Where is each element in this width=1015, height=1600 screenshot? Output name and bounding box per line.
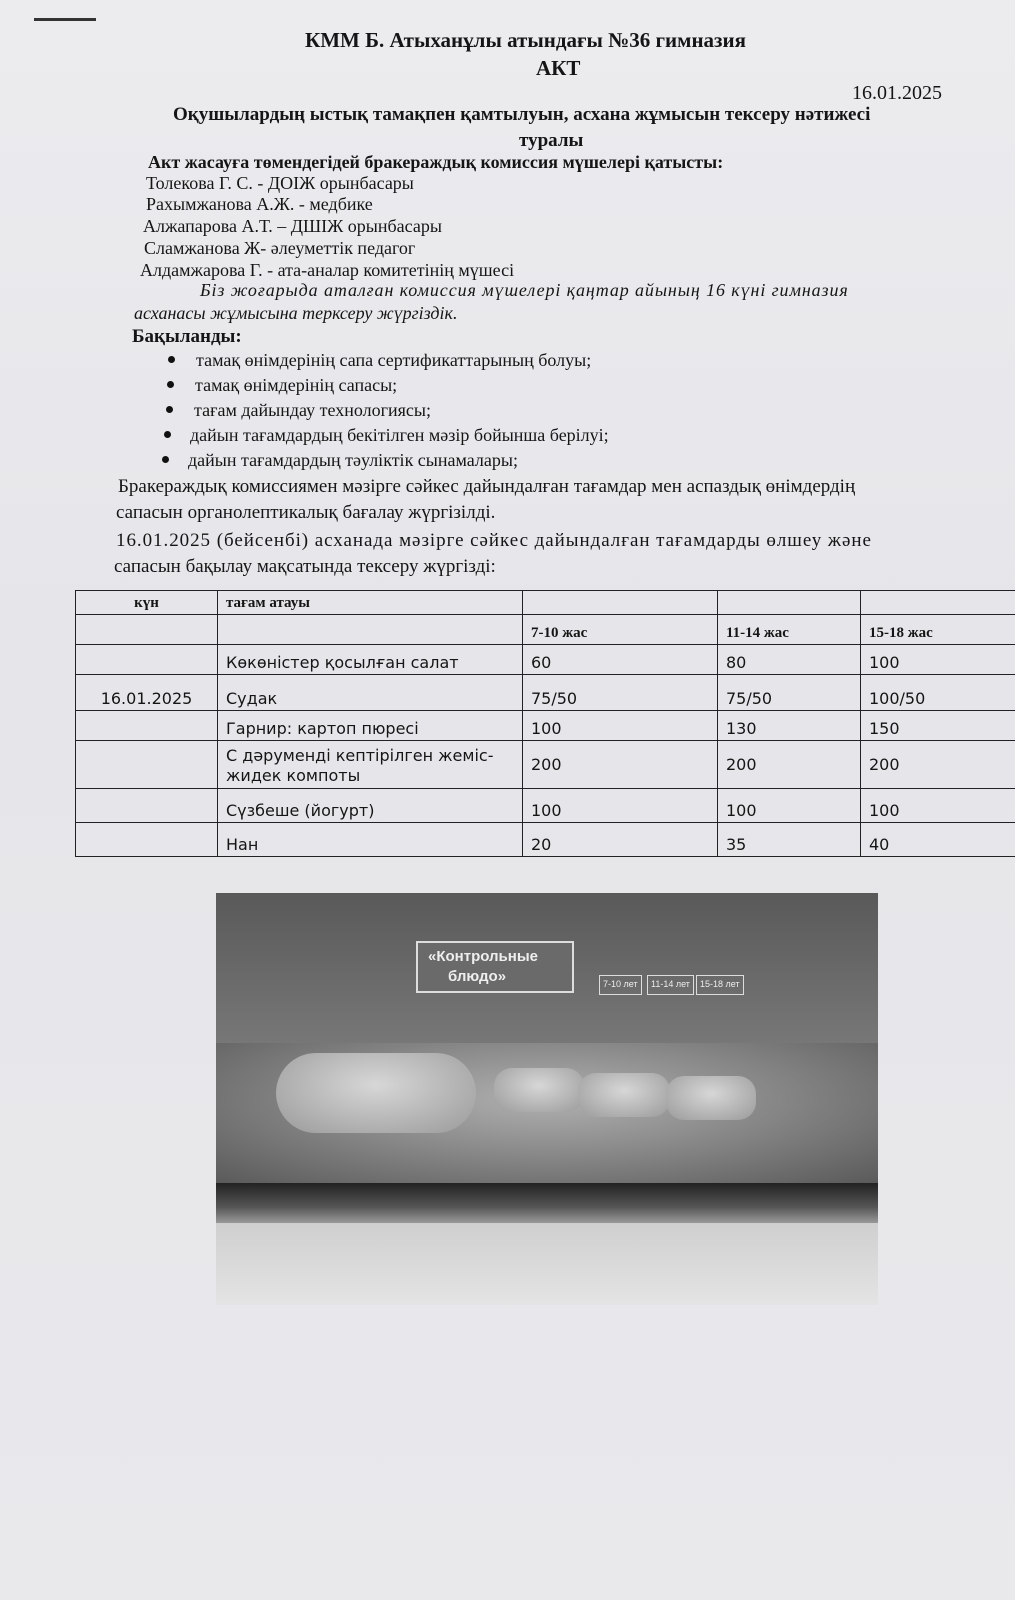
portion-value: 200	[718, 741, 861, 789]
subject-line-1: Оқушылардың ыстық тамақпен қамтылуын, асхана жұмысын тексеру нәтижесі	[173, 104, 871, 125]
statement-line-2: асханасы жұмысына терксеру жүргіздік.	[134, 303, 458, 323]
subject-line-2: туралы	[519, 130, 584, 151]
portion-value: 80	[718, 645, 861, 675]
portion-value: 200	[523, 741, 718, 789]
portion-value: 75/50	[523, 675, 718, 711]
portion-value: 150	[861, 711, 1015, 741]
bullet-icon	[167, 381, 174, 388]
member-3: Алжапарова А.Т. – ДШІЖ орынбасары	[143, 216, 442, 236]
paragraph-2-line-2: сапасын бақылау мақсатында тексеру жүргізді:	[114, 556, 496, 577]
table-row	[76, 711, 1015, 741]
bullet-icon	[164, 431, 171, 438]
table-row	[76, 741, 1015, 789]
commission-intro: Акт жасауға төмендегідей бракераждық комиссия мүшелері қатысты:	[148, 152, 724, 172]
member-5: Алдамжарова Г. - ата-аналар комитетінің мүшесі	[140, 260, 515, 280]
checked-item: дайын тағамдардың тәуліктік сынамалары;	[188, 450, 518, 470]
dish-name-line-1: С дәруменді кептірілген жеміс-	[226, 746, 494, 765]
col-dish-header: тағам атауы	[218, 591, 523, 615]
bullet-icon	[166, 406, 173, 413]
statement-line-1: Біз жоғарыда аталған комиссия мүшелері қаңтар айының 16 күні гимназия	[200, 280, 849, 300]
dish-name-line-2: жидек компоты	[226, 766, 361, 785]
checked-item: дайын тағамдардың бекітілген мәзір бойынша берілуі;	[190, 425, 609, 445]
table-row	[76, 675, 1015, 711]
checked-item: тағам дайындау технологиясы;	[194, 400, 431, 420]
age-group-header: 15-18 жас	[861, 615, 1015, 645]
portion-value: 40	[861, 823, 1015, 857]
menu-table	[75, 590, 1015, 857]
portion-value: 100	[861, 789, 1015, 823]
portion-value: 75/50	[718, 675, 861, 711]
age-group-header: 7-10 жас	[523, 615, 718, 645]
org-title: КММ Б. Атыханұлы атындағы №36 гимназия	[305, 28, 746, 52]
food-photo	[216, 893, 878, 1305]
checked-item: тамақ өнімдерінің сапа сертификаттарының болуы;	[196, 350, 592, 370]
portion-value: 35	[718, 823, 861, 857]
dish-name: Гарнир: картоп пюресі	[218, 711, 523, 741]
dish-name: Көкөністер қосылған салат	[218, 645, 523, 675]
portion-value: 100	[523, 711, 718, 741]
table-header-row	[76, 591, 1015, 615]
portion-value: 100	[523, 789, 718, 823]
day-value: 16.01.2025	[76, 675, 218, 711]
bullet-icon	[168, 356, 175, 363]
bullet-icon	[162, 456, 169, 463]
paragraph-2-line-1: 16.01.2025 (бейсенбі) асханада мәзірге сәйкес дайындалған тағамдарды өлшеу және	[116, 530, 872, 551]
doc-date: 16.01.2025	[852, 82, 942, 104]
table-age-row	[76, 615, 1015, 645]
portion-value: 20	[523, 823, 718, 857]
checked-item: тамақ өнімдерінің сапасы;	[195, 375, 398, 395]
dish-name: Нан	[218, 823, 523, 857]
member-1: Толекова Г. С. - ДОІЖ орынбасары	[146, 173, 414, 193]
dish-name: Судак	[218, 675, 523, 711]
photo-tag: 11-14 лет	[647, 975, 694, 995]
checked-heading: Бақыланды:	[132, 326, 242, 347]
photo-tag: 7-10 лет	[599, 975, 642, 995]
dish-name	[218, 741, 523, 789]
portion-value: 130	[718, 711, 861, 741]
table-row	[76, 645, 1015, 675]
photo-sign: «Контрольные блюдо»	[416, 941, 574, 993]
photo-tag: 15-18 лет	[696, 975, 744, 995]
portion-value: 100	[861, 645, 1015, 675]
col-day-header: күн	[76, 591, 218, 615]
portion-value: 100/50	[861, 675, 1015, 711]
corner-mark	[34, 18, 96, 21]
dish-name: Сүзбеше (йогурт)	[218, 789, 523, 823]
table-row	[76, 823, 1015, 857]
portion-value: 200	[861, 741, 1015, 789]
paragraph-1-line-1: Бракераждық комиссиямен мәзірге сәйкес дайындалған тағамдар мен аспаздық өнімдердің	[118, 476, 856, 497]
table-row	[76, 789, 1015, 823]
age-group-header: 11-14 жас	[718, 615, 861, 645]
member-4: Сламжанова Ж- әлеуметтік педагог	[144, 238, 416, 258]
paragraph-1-line-2: сапасын органолептикалық бағалау жүргізілді.	[116, 502, 496, 523]
doc-type-title: АКТ	[536, 56, 581, 80]
member-2: Рахымжанова А.Ж. - медбике	[146, 194, 373, 214]
portion-value: 100	[718, 789, 861, 823]
portion-value: 60	[523, 645, 718, 675]
